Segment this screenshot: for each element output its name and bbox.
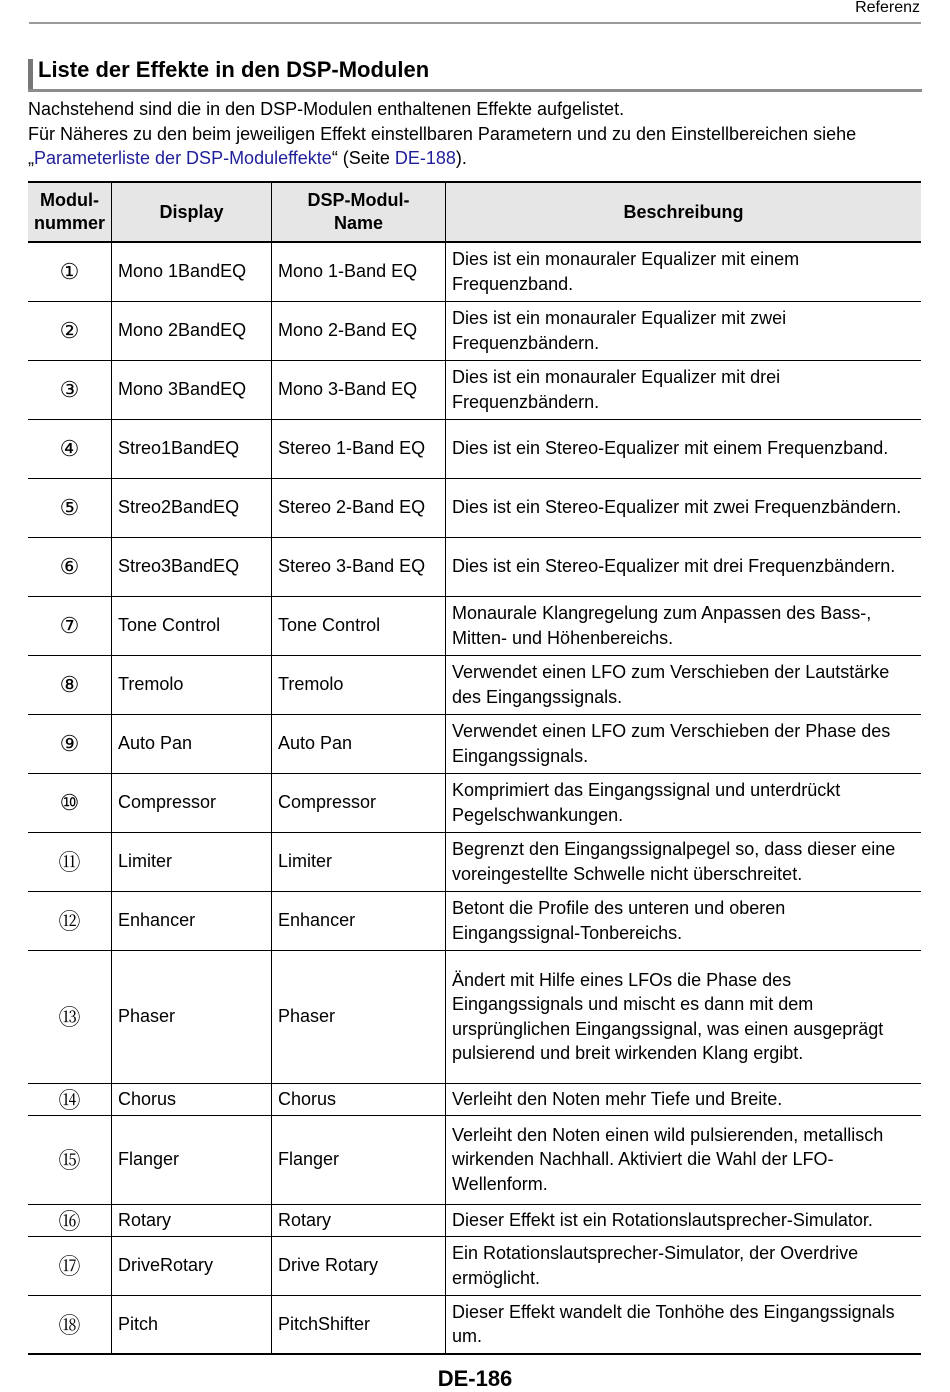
table-body	[28, 242, 921, 1354]
page-title: Liste der Effekte in den DSP-Modulen	[38, 57, 430, 82]
description-cell: Verleiht den Noten einen wild pulsierenden, metallisch wirkenden Nachhall. Aktiviert die Wahl der LFO-Wellenform.	[446, 1115, 921, 1204]
table-header-row	[28, 182, 921, 242]
table-row	[28, 655, 921, 714]
display-cell: Pitch	[112, 1295, 272, 1354]
module-number-cell: ①	[28, 242, 112, 301]
description-cell: Verwendet einen LFO zum Verschieben der Phase des Eingangssignals.	[446, 714, 921, 773]
header-module-number	[28, 182, 112, 242]
module-number-cell: ⑯	[28, 1204, 112, 1236]
display-cell: Compressor	[112, 773, 272, 832]
display-cell: Phaser	[112, 950, 272, 1083]
display-cell: Streo3BandEQ	[112, 537, 272, 596]
description-cell: Dies ist ein Stereo-Equalizer mit drei Frequenzbändern.	[446, 537, 921, 596]
module-name-cell: PitchShifter	[272, 1295, 446, 1354]
table-row	[28, 1115, 921, 1204]
table-row	[28, 1083, 921, 1115]
table-row	[28, 360, 921, 419]
intro-text-c: ).	[455, 148, 467, 168]
table-row	[28, 1236, 921, 1295]
description-cell: Dieser Effekt ist ein Rotationslautsprecher-Simulator.	[446, 1204, 921, 1236]
module-name-cell: Tone Control	[272, 596, 446, 655]
table-row	[28, 714, 921, 773]
module-number-cell: ⑩	[28, 773, 112, 832]
display-cell: Tone Control	[112, 596, 272, 655]
display-cell: Mono 2BandEQ	[112, 301, 272, 360]
module-name-cell: Compressor	[272, 773, 446, 832]
section-header: Referenz	[855, 0, 920, 16]
description-cell: Dies ist ein monauraler Equalizer mit zwei Frequenzbändern.	[446, 301, 921, 360]
table-row	[28, 832, 921, 891]
description-cell: Betont die Profile des unteren und oberen Eingangssignal-Tonbereichs.	[446, 891, 921, 950]
description-cell: Verleiht den Noten mehr Tiefe und Breite.	[446, 1083, 921, 1115]
intro-paragraph	[28, 97, 922, 171]
module-name-cell: Phaser	[272, 950, 446, 1083]
header-display: Display	[112, 182, 272, 242]
description-cell: Komprimiert das Eingangssignal und unterdrückt Pegelschwankungen.	[446, 773, 921, 832]
table-row	[28, 773, 921, 832]
module-name-cell: Stereo 3-Band EQ	[272, 537, 446, 596]
display-cell: Rotary	[112, 1204, 272, 1236]
table-row	[28, 1295, 921, 1354]
header-description: Beschreibung	[446, 182, 921, 242]
table-row	[28, 537, 921, 596]
module-number-cell: ⑧	[28, 655, 112, 714]
intro-text-a: Für Näheres zu den beim jeweiligen Effekt einstellbaren Parametern und zu den Einstellbereichen siehe „	[28, 123, 857, 168]
module-name-cell: Auto Pan	[272, 714, 446, 773]
description-cell: Dies ist ein monauraler Equalizer mit drei Frequenzbändern.	[446, 360, 921, 419]
module-name-cell: Enhancer	[272, 891, 446, 950]
table-row	[28, 1204, 921, 1236]
module-number-cell: ⑦	[28, 596, 112, 655]
display-cell: Auto Pan	[112, 714, 272, 773]
display-cell: Flanger	[112, 1115, 272, 1204]
table-row	[28, 419, 921, 478]
header-module-name	[272, 182, 446, 242]
module-number-cell: ⑤	[28, 478, 112, 537]
module-name-cell: Stereo 1-Band EQ	[272, 419, 446, 478]
module-number-cell: ⑥	[28, 537, 112, 596]
module-name-cell: Drive Rotary	[272, 1236, 446, 1295]
module-number-cell: ⑭	[28, 1083, 112, 1115]
description-cell: Verwendet einen LFO zum Verschieben der Lautstärke des Eingangssignals.	[446, 655, 921, 714]
display-cell: Streo2BandEQ	[112, 478, 272, 537]
description-cell: Dieser Effekt wandelt die Tonhöhe des Eingangssignals um.	[446, 1295, 921, 1354]
module-number-cell: ⑪	[28, 832, 112, 891]
module-number-cell: ⑬	[28, 950, 112, 1083]
module-name-cell: Mono 1-Band EQ	[272, 242, 446, 301]
table-row	[28, 891, 921, 950]
module-name-cell: Limiter	[272, 832, 446, 891]
parameter-list-link[interactable]: Parameterliste der DSP-Moduleffekte	[34, 148, 332, 168]
table-row	[28, 301, 921, 360]
module-name-cell: Mono 2-Band EQ	[272, 301, 446, 360]
description-cell: Ein Rotationslautsprecher-Simulator, der Overdrive ermöglicht.	[446, 1236, 921, 1295]
module-name-cell: Stereo 2-Band EQ	[272, 478, 446, 537]
display-cell: Limiter	[112, 832, 272, 891]
intro-line-1: Nachstehend sind die in den DSP-Modulen enthaltenen Effekte aufgelistet.	[28, 99, 625, 119]
header-num-line1: Modul-	[40, 190, 99, 210]
display-cell: Mono 3BandEQ	[112, 360, 272, 419]
module-number-cell: ⑫	[28, 891, 112, 950]
heading-accent-bar	[28, 59, 33, 89]
description-cell: Begrenzt den Eingangssignalpegel so, dass dieser eine voreingestellte Schwelle nicht überschreitet.	[446, 832, 921, 891]
page-number: DE-186	[437, 1366, 513, 1391]
module-name-cell: Flanger	[272, 1115, 446, 1204]
module-name-cell: Rotary	[272, 1204, 446, 1236]
module-name-cell: Mono 3-Band EQ	[272, 360, 446, 419]
module-number-cell: ⑰	[28, 1236, 112, 1295]
display-cell: Mono 1BandEQ	[112, 242, 272, 301]
display-cell: Chorus	[112, 1083, 272, 1115]
display-cell: Tremolo	[112, 655, 272, 714]
display-cell: Streo1BandEQ	[112, 419, 272, 478]
module-number-cell: ②	[28, 301, 112, 360]
module-name-cell: Chorus	[272, 1083, 446, 1115]
module-number-cell: ⑮	[28, 1115, 112, 1204]
header-name-line1: DSP-Modul-	[307, 190, 410, 210]
display-cell: DriveRotary	[112, 1236, 272, 1295]
module-number-cell: ④	[28, 419, 112, 478]
description-cell: Ändert mit Hilfe eines LFOs die Phase des Eingangssignals und mischt es dann mit dem ursprünglichen Eingangssignal, was einen ausgeprägt pulsierend und breit wirkenden Klang ergibt.	[446, 950, 921, 1083]
description-cell: Dies ist ein monauraler Equalizer mit einem Frequenzband.	[446, 242, 921, 301]
module-number-cell: ⑱	[28, 1295, 112, 1354]
description-cell: Dies ist ein Stereo-Equalizer mit einem Frequenzband.	[446, 419, 921, 478]
page-reference-link[interactable]: DE-188	[394, 148, 456, 168]
description-cell: Monaurale Klangregelung zum Anpassen des Bass-, Mitten- und Höhenbereichs.	[446, 596, 921, 655]
display-cell: Enhancer	[112, 891, 272, 950]
heading-underline	[28, 89, 922, 92]
header-divider	[29, 22, 921, 24]
module-number-cell: ③	[28, 360, 112, 419]
header-name-line2: Name	[334, 213, 384, 233]
intro-line-2	[28, 122, 922, 171]
table-row	[28, 596, 921, 655]
table-row	[28, 242, 921, 301]
section-heading	[28, 57, 922, 91]
effects-table	[28, 181, 921, 1355]
module-number-cell: ⑨	[28, 714, 112, 773]
intro-text-b: “ (Seite	[331, 148, 395, 168]
table-row	[28, 950, 921, 1083]
header-num-line2: nummer	[34, 213, 106, 233]
module-name-cell: Tremolo	[272, 655, 446, 714]
description-cell: Dies ist ein Stereo-Equalizer mit zwei Frequenzbändern.	[446, 478, 921, 537]
table-row	[28, 478, 921, 537]
